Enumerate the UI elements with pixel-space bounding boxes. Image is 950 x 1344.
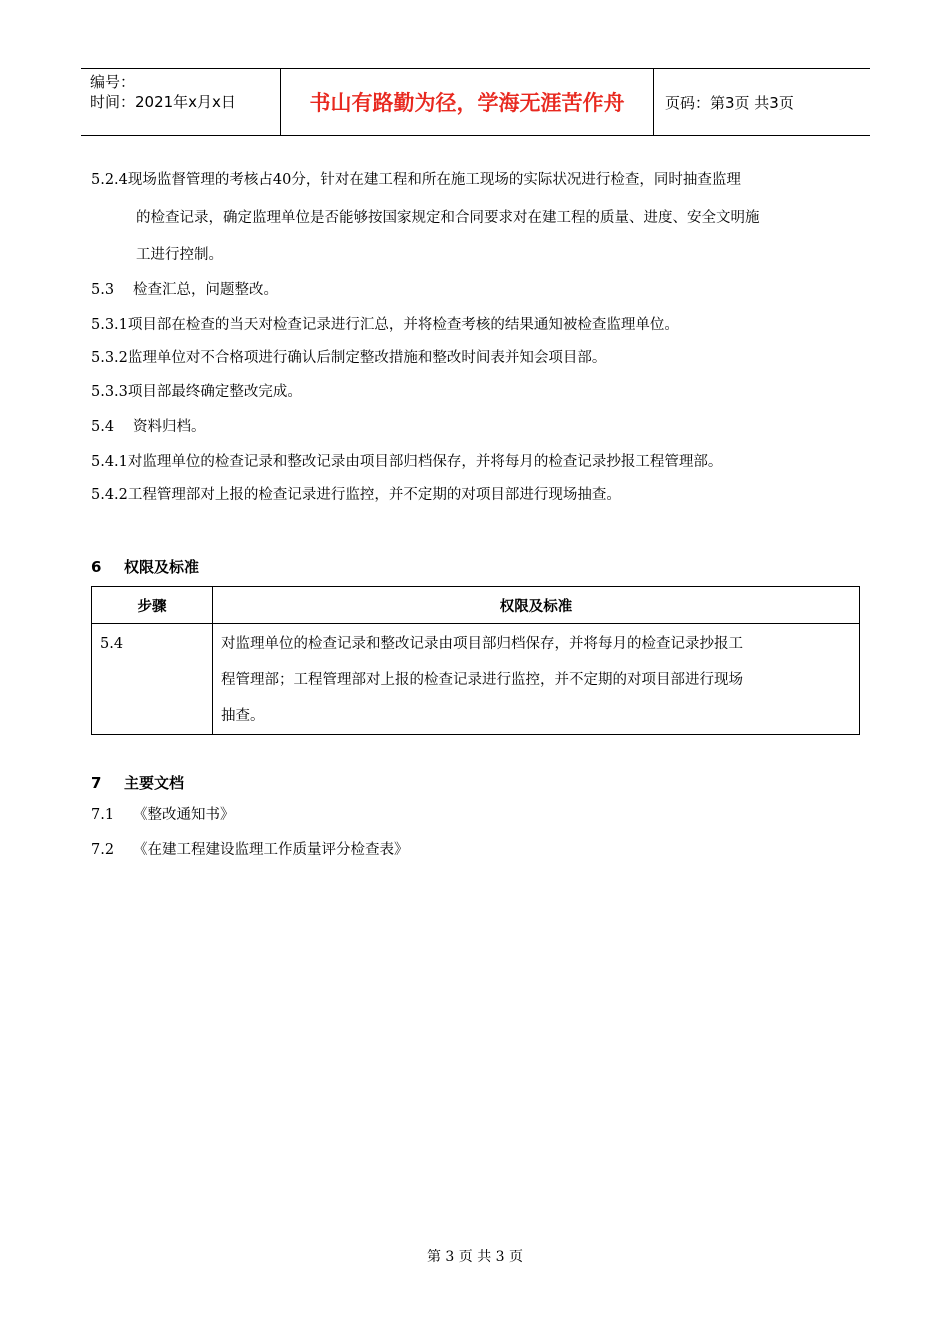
header-motto: 书山有路勤为径，学海无涯苦作舟	[281, 69, 654, 135]
table-header-authority: 权限及标准	[213, 587, 860, 624]
paragraph-5-2-4-line-2: 的检查记录，确定监理单位是否能够按国家规定和合同要求对在建工程的质量、进度、安全文明施	[136, 210, 760, 226]
page-footer: 第 3 页 共 3 页	[426, 1249, 524, 1265]
paragraph-5-3-2: 5.3.2监理单位对不合格项进行确认后制定整改措施和整改时间表并知会项目部。	[91, 350, 607, 366]
section-6-number: 6	[91, 558, 102, 576]
paragraph-5-2-4-line-3: 工进行控制。	[136, 247, 223, 263]
document-item-7-1-number: 7.1	[91, 807, 115, 823]
section-7-number: 7	[91, 774, 102, 792]
document-header	[81, 68, 870, 136]
table-cell-line-3: 抽查。	[221, 708, 265, 724]
table-cell-authority	[213, 624, 860, 735]
paragraph-5-2-4-line-1: 5.2.4现场监督管理的考核占40分，针对在建工程和所在施工现场的实际状况进行检查，同时抽查监理	[91, 172, 741, 188]
table-header-row	[92, 587, 860, 624]
document-item-7-1	[91, 797, 235, 833]
table-cell-line-1: 对监理单位的检查记录和整改记录由项目部归档保存，并将每月的检查记录抄报工	[221, 636, 743, 652]
document-item-7-2	[91, 832, 409, 868]
paragraph-5-3	[91, 272, 278, 308]
document-date-label: 时间：2021年x月x日	[90, 93, 236, 111]
section-7-heading	[91, 772, 184, 793]
paragraph-5-4-2: 5.4.2工程管理部对上报的检查记录进行监控，并不定期的对项目部进行现场抽查。	[91, 487, 621, 503]
paragraph-5-4	[91, 409, 206, 445]
paragraph-5-4-number: 5.4	[91, 419, 115, 435]
authority-standard-table	[91, 586, 860, 735]
table-cell-line-2: 程管理部；工程管理部对上报的检查记录进行监控，并不定期的对项目部进行现场	[221, 672, 743, 688]
paragraph-5-3-1: 5.3.1项目部在检查的当天对检查记录进行汇总，并将检查考核的结果通知被检查监理单位。	[91, 317, 679, 333]
paragraph-5-3-number: 5.3	[91, 282, 115, 298]
paragraph-5-3-3: 5.3.3项目部最终确定整改完成。	[91, 384, 302, 400]
table-cell-step: 5.4	[92, 624, 213, 735]
paragraph-5-3-text: 检查汇总，问题整改。	[133, 282, 278, 298]
section-6-heading	[91, 556, 199, 577]
header-page-number: 页码：第3页 共3页	[665, 93, 794, 112]
paragraph-5-4-text: 资料归档。	[133, 419, 206, 435]
document-item-7-2-number: 7.2	[91, 842, 115, 858]
document-item-7-2-title: 《在建工程建设监理工作质量评分检查表》	[133, 842, 409, 858]
table-header-step: 步骤	[92, 587, 213, 624]
section-6-title: 权限及标准	[124, 558, 200, 576]
header-meta	[81, 69, 281, 135]
document-item-7-1-title: 《整改通知书》	[133, 807, 235, 823]
paragraph-5-4-1: 5.4.1对监理单位的检查记录和整改记录由项目部归档保存，并将每月的检查记录抄报工程管理部。	[91, 454, 723, 470]
document-number-label: 编号：	[90, 73, 136, 91]
section-7-title: 主要文档	[124, 774, 185, 792]
table-row	[92, 624, 860, 735]
